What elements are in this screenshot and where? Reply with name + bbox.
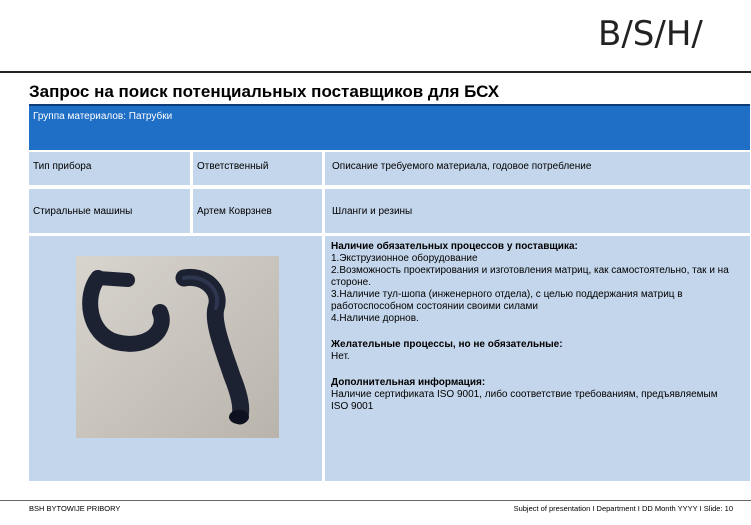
material-group-header — [29, 104, 750, 150]
description-value: Шланги и резины — [332, 206, 413, 217]
bsh-logo: B/S/H/ — [598, 14, 703, 54]
footer-company: BSH BYTOWIJE PRIBORY — [29, 504, 121, 513]
header-description-label: Описание требуемого материала, годовое потребление — [332, 161, 592, 172]
desired-heading: Желательные процессы, но не обязательные: — [331, 339, 563, 350]
mandatory-item: 1.Экструзионное оборудование — [331, 253, 478, 264]
mandatory-item: 2.Возможность проектирования и изготовления матриц, как самостоятельно, так и на стороне. — [331, 265, 729, 288]
mandatory-item: 4.Наличие дорнов. — [331, 313, 419, 324]
additional-text: Наличие сертификата ISO 9001, либо соответствие требованиям, предъявляемым ISO 9001 — [331, 389, 718, 412]
additional-heading: Дополнительная информация: — [331, 377, 486, 388]
top-divider — [0, 71, 751, 73]
header-device-type-label: Тип прибора — [33, 161, 92, 172]
page-title: Запрос на поиск потенциальных поставщиков для БСХ — [29, 82, 500, 101]
requirements-cell — [325, 236, 750, 481]
cell-description — [325, 189, 750, 233]
mandatory-heading: Наличие обязательных процессов у поставщика: — [331, 241, 578, 252]
hoses-illustration — [76, 256, 279, 438]
mandatory-item: 3.Наличие тул-шопа (инженерного отдела), с целью поддержания матриц в работоспособном состоянии своими силами — [331, 289, 683, 312]
footer-slide-info: Subject of presentation I Department I DD Month YYYY I Slide: 10 — [513, 504, 733, 513]
header-device-type — [29, 152, 190, 185]
additional-info — [331, 377, 731, 413]
header-description — [325, 152, 750, 185]
material-group-label: Группа материалов: Патрубки — [33, 111, 173, 122]
header-responsible-label: Ответственный — [197, 161, 269, 172]
desired-text: Нет. — [331, 351, 350, 362]
desired-processes — [331, 339, 731, 363]
cell-responsible — [193, 189, 322, 233]
rubber-hoses-photo — [76, 256, 279, 438]
image-cell — [29, 236, 322, 481]
footer-divider — [0, 500, 751, 501]
responsible-value: Артем Коврзнев — [197, 206, 272, 217]
header-responsible — [193, 152, 322, 185]
cell-device-type — [29, 189, 190, 233]
mandatory-processes — [331, 241, 731, 325]
device-type-value: Стиральные машины — [33, 206, 133, 217]
